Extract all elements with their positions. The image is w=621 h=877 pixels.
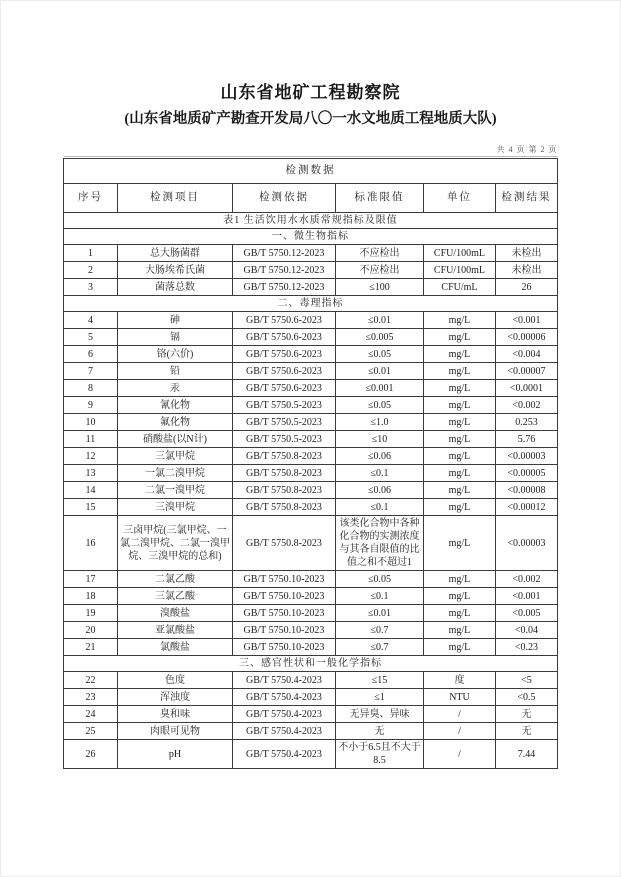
cell-result: <0.04 — [495, 622, 557, 639]
cell-unit: mg/L — [423, 499, 495, 516]
cell-basis: GB/T 5750.8-2023 — [232, 516, 335, 571]
cell-limit: ≤0.01 — [335, 605, 423, 622]
cell-no: 10 — [63, 414, 117, 431]
cell-item: 三溴甲烷 — [117, 499, 232, 516]
cell-item: 氟化物 — [117, 414, 232, 431]
cell-result: <0.001 — [495, 588, 557, 605]
cell-item: 臭和味 — [117, 706, 232, 723]
cell-unit: mg/L — [423, 588, 495, 605]
cell-no: 15 — [63, 499, 117, 516]
cell-limit: 不应检出 — [335, 245, 423, 262]
table-section-row — [63, 296, 557, 312]
table-row — [63, 448, 557, 465]
cell-unit: mg/L — [423, 639, 495, 656]
cell-limit: ≤0.001 — [335, 380, 423, 397]
cell-no: 23 — [63, 689, 117, 706]
cell-item: 菌落总数 — [117, 279, 232, 296]
cell-item: 溴酸盐 — [117, 605, 232, 622]
cell-basis: GB/T 5750.4-2023 — [232, 706, 335, 723]
cell-unit: mg/L — [423, 482, 495, 499]
cell-no: 7 — [63, 363, 117, 380]
section-header-cell: 表1 生活饮用水水质常规指标及限值 — [63, 213, 557, 229]
test-data-table — [63, 158, 558, 769]
table-row — [63, 482, 557, 499]
cell-no: 2 — [63, 262, 117, 279]
page-number-info: 共 4 页 第 2 页 — [64, 144, 558, 157]
cell-limit: ≤0.05 — [335, 571, 423, 588]
cell-unit: / — [423, 706, 495, 723]
cell-item: 铅 — [117, 363, 232, 380]
table-row — [63, 346, 557, 363]
cell-result: 26 — [495, 279, 557, 296]
cell-item: 砷 — [117, 312, 232, 329]
cell-unit: mg/L — [423, 448, 495, 465]
cell-basis: GB/T 5750.10-2023 — [232, 622, 335, 639]
cell-result: <0.23 — [495, 639, 557, 656]
table-row — [63, 380, 557, 397]
table-row — [63, 639, 557, 656]
cell-no: 6 — [63, 346, 117, 363]
cell-unit: CFU/mL — [423, 279, 495, 296]
cell-result: <0.002 — [495, 571, 557, 588]
cell-no: 12 — [63, 448, 117, 465]
cell-result: <0.002 — [495, 397, 557, 414]
cell-item: 三卤甲烷(三氯甲烷、一氯二溴甲烷、二氯一溴甲烷、三溴甲烷的总和) — [117, 516, 232, 571]
cell-unit: NTU — [423, 689, 495, 706]
cell-unit: CFU/100mL — [423, 245, 495, 262]
cell-limit: ≤0.06 — [335, 482, 423, 499]
cell-basis: GB/T 5750.10-2023 — [232, 571, 335, 588]
table-row — [63, 245, 557, 262]
cell-basis: GB/T 5750.5-2023 — [232, 397, 335, 414]
cell-unit: CFU/100mL — [423, 262, 495, 279]
cell-result: 未检出 — [495, 262, 557, 279]
table-row — [63, 262, 557, 279]
cell-unit: mg/L — [423, 329, 495, 346]
cell-result: 未检出 — [495, 245, 557, 262]
table-section-row — [63, 656, 557, 672]
cell-result: 7.44 — [495, 740, 557, 769]
cell-item: 肉眼可见物 — [117, 723, 232, 740]
cell-unit: mg/L — [423, 414, 495, 431]
cell-unit: mg/L — [423, 380, 495, 397]
cell-item: 三氯甲烷 — [117, 448, 232, 465]
cell-result: <0.00008 — [495, 482, 557, 499]
table-row — [63, 605, 557, 622]
table-row — [63, 363, 557, 380]
cell-result: <0.0001 — [495, 380, 557, 397]
cell-basis: GB/T 5750.12-2023 — [232, 262, 335, 279]
cell-unit: mg/L — [423, 605, 495, 622]
cell-item: 二氯一溴甲烷 — [117, 482, 232, 499]
cell-item: 镉 — [117, 329, 232, 346]
cell-limit: ≤15 — [335, 672, 423, 689]
cell-basis: GB/T 5750.8-2023 — [232, 499, 335, 516]
cell-result: <0.5 — [495, 689, 557, 706]
cell-unit: mg/L — [423, 397, 495, 414]
cell-item: pH — [117, 740, 232, 769]
section-header-cell: 一、微生物指标 — [63, 229, 557, 245]
cell-no: 8 — [63, 380, 117, 397]
table-title: 检测数据 — [63, 159, 557, 184]
cell-unit: mg/L — [423, 312, 495, 329]
org-subtitle: (山东省地质矿产勘查开发局八〇一水文地质工程地质大队) — [124, 111, 497, 127]
cell-limit: ≤100 — [335, 279, 423, 296]
cell-result: <0.00007 — [495, 363, 557, 380]
cell-item: 浑浊度 — [117, 689, 232, 706]
cell-basis: GB/T 5750.4-2023 — [232, 740, 335, 769]
cell-result: <0.00003 — [495, 516, 557, 571]
cell-limit: ≤0.1 — [335, 499, 423, 516]
cell-result: <0.00003 — [495, 448, 557, 465]
cell-no: 16 — [63, 516, 117, 571]
cell-basis: GB/T 5750.6-2023 — [232, 312, 335, 329]
cell-no: 19 — [63, 605, 117, 622]
col-header-no: 序号 — [63, 184, 117, 213]
cell-no: 20 — [63, 622, 117, 639]
cell-unit: mg/L — [423, 465, 495, 482]
cell-basis: GB/T 5750.4-2023 — [232, 723, 335, 740]
table-title-row — [63, 159, 557, 184]
cell-result: <0.00012 — [495, 499, 557, 516]
cell-limit: ≤0.7 — [335, 622, 423, 639]
cell-limit: ≤0.005 — [335, 329, 423, 346]
cell-basis: GB/T 5750.5-2023 — [232, 431, 335, 448]
table-row — [63, 571, 557, 588]
table-row — [63, 279, 557, 296]
col-header-basis: 检测依据 — [232, 184, 335, 213]
cell-unit: mg/L — [423, 346, 495, 363]
cell-limit: ≤1 — [335, 689, 423, 706]
table-row — [63, 723, 557, 740]
cell-limit: ≤0.7 — [335, 639, 423, 656]
table-row — [63, 329, 557, 346]
cell-no: 17 — [63, 571, 117, 588]
col-header-unit: 单位 — [423, 184, 495, 213]
cell-item: 总大肠菌群 — [117, 245, 232, 262]
table-row — [63, 706, 557, 723]
cell-limit: ≤0.1 — [335, 588, 423, 605]
section-header-cell: 三、感官性状和一般化学指标 — [63, 656, 557, 672]
cell-item: 亚氯酸盐 — [117, 622, 232, 639]
cell-limit: ≤10 — [335, 431, 423, 448]
table-section-row — [63, 229, 557, 245]
table-row — [63, 431, 557, 448]
table-header-row — [63, 184, 557, 213]
cell-item: 二氯乙酸 — [117, 571, 232, 588]
table-row — [63, 740, 557, 769]
cell-basis: GB/T 5750.10-2023 — [232, 639, 335, 656]
cell-basis: GB/T 5750.8-2023 — [232, 482, 335, 499]
cell-limit: 不小于6.5且不大于8.5 — [335, 740, 423, 769]
cell-basis: GB/T 5750.5-2023 — [232, 414, 335, 431]
cell-no: 18 — [63, 588, 117, 605]
cell-item: 一氯二溴甲烷 — [117, 465, 232, 482]
cell-result: 0.253 — [495, 414, 557, 431]
cell-basis: GB/T 5750.6-2023 — [232, 346, 335, 363]
cell-limit: ≤0.01 — [335, 312, 423, 329]
cell-result: <0.004 — [495, 346, 557, 363]
cell-no: 5 — [63, 329, 117, 346]
cell-basis: GB/T 5750.8-2023 — [232, 465, 335, 482]
cell-basis: GB/T 5750.4-2023 — [232, 672, 335, 689]
col-header-item: 检测项目 — [117, 184, 232, 213]
cell-item: 色度 — [117, 672, 232, 689]
cell-unit: / — [423, 740, 495, 769]
cell-basis: GB/T 5750.10-2023 — [232, 588, 335, 605]
cell-limit: ≤0.05 — [335, 397, 423, 414]
table-row — [63, 312, 557, 329]
cell-item: 硝酸盐(以N计) — [117, 431, 232, 448]
cell-limit: 不应检出 — [335, 262, 423, 279]
cell-no: 25 — [63, 723, 117, 740]
table-row — [63, 397, 557, 414]
cell-limit: ≤0.06 — [335, 448, 423, 465]
cell-limit: 无 — [335, 723, 423, 740]
table-row — [63, 622, 557, 639]
cell-basis: GB/T 5750.6-2023 — [232, 380, 335, 397]
cell-basis: GB/T 5750.4-2023 — [232, 689, 335, 706]
col-header-result: 检测结果 — [495, 184, 557, 213]
table-body — [63, 213, 557, 769]
cell-result: <0.00006 — [495, 329, 557, 346]
table-row — [63, 499, 557, 516]
cell-result: 5.76 — [495, 431, 557, 448]
table-row — [63, 689, 557, 706]
cell-limit: ≤1.0 — [335, 414, 423, 431]
cell-limit: ≤0.1 — [335, 465, 423, 482]
cell-basis: GB/T 5750.10-2023 — [232, 605, 335, 622]
cell-no: 3 — [63, 279, 117, 296]
cell-unit: mg/L — [423, 516, 495, 571]
cell-item: 汞 — [117, 380, 232, 397]
cell-result: 无 — [495, 706, 557, 723]
cell-unit: 度 — [423, 672, 495, 689]
cell-limit: ≤0.01 — [335, 363, 423, 380]
cell-basis: GB/T 5750.12-2023 — [232, 279, 335, 296]
cell-basis: GB/T 5750.6-2023 — [232, 329, 335, 346]
cell-no: 4 — [63, 312, 117, 329]
cell-no: 14 — [63, 482, 117, 499]
cell-unit: mg/L — [423, 431, 495, 448]
table-row — [63, 516, 557, 571]
cell-limit: 无异臭、异味 — [335, 706, 423, 723]
cell-basis: GB/T 5750.8-2023 — [232, 448, 335, 465]
table-row — [63, 588, 557, 605]
cell-item: 大肠埃希氏菌 — [117, 262, 232, 279]
table-section-row — [63, 213, 557, 229]
org-title: 山东省地矿工程勘察院 — [220, 83, 401, 102]
cell-result: <0.001 — [495, 312, 557, 329]
table-row — [63, 465, 557, 482]
cell-no: 21 — [63, 639, 117, 656]
table-row — [63, 672, 557, 689]
section-header-cell: 二、毒理指标 — [63, 296, 557, 312]
cell-unit: mg/L — [423, 622, 495, 639]
cell-no: 13 — [63, 465, 117, 482]
cell-no: 24 — [63, 706, 117, 723]
cell-item: 三氯乙酸 — [117, 588, 232, 605]
col-header-limit: 标准限值 — [335, 184, 423, 213]
cell-result: <0.00005 — [495, 465, 557, 482]
cell-result: 无 — [495, 723, 557, 740]
cell-unit: mg/L — [423, 363, 495, 380]
cell-no: 11 — [63, 431, 117, 448]
cell-limit: ≤0.05 — [335, 346, 423, 363]
table-row — [63, 414, 557, 431]
cell-no: 26 — [63, 740, 117, 769]
cell-unit: mg/L — [423, 571, 495, 588]
cell-limit: 该类化合物中各种化合物的实测浓度与其各自限值的比值之和不超过1 — [335, 516, 423, 571]
cell-no: 9 — [63, 397, 117, 414]
cell-result: <5 — [495, 672, 557, 689]
cell-no: 1 — [63, 245, 117, 262]
cell-no: 22 — [63, 672, 117, 689]
cell-item: 氯酸盐 — [117, 639, 232, 656]
cell-basis: GB/T 5750.12-2023 — [232, 245, 335, 262]
cell-unit: / — [423, 723, 495, 740]
cell-item: 铬(六价) — [117, 346, 232, 363]
cell-result: <0.005 — [495, 605, 557, 622]
cell-item: 氰化物 — [117, 397, 232, 414]
cell-basis: GB/T 5750.6-2023 — [232, 363, 335, 380]
